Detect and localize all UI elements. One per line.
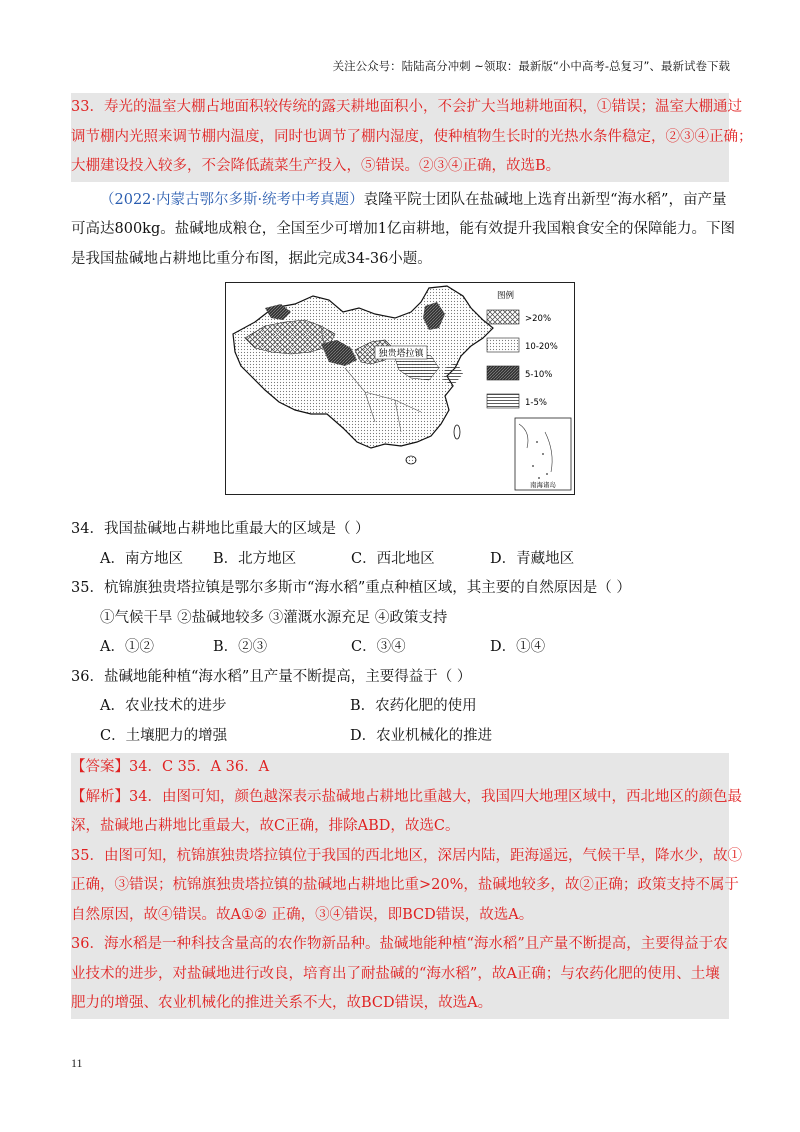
q35-option-d: D．①④ xyxy=(490,639,546,655)
q35-options xyxy=(71,633,729,663)
q36-options-row-1 xyxy=(71,692,729,722)
q36-option-a: A．农业技术的进步 xyxy=(100,698,227,714)
q34-stem: 34．我国盐碱地占耕地比重最大的区域是（ ） xyxy=(71,521,370,537)
analysis-line-7: 业技术的进步，对盐碱地进行改良，培育出了耐盐碱的“海水稻”，故A正确；与农药化肥的使用、土壤 xyxy=(71,965,720,982)
q33-explanation xyxy=(71,93,753,182)
q35-option-c: C．③④ xyxy=(351,639,406,655)
q36-stem: 36．盐碱地能种植“海水稻”且产量不断提高，主要得益于（ ） xyxy=(71,668,472,685)
q34-option-c: C．西北地区 xyxy=(351,550,435,567)
legend-swatch-gt20 xyxy=(487,310,519,324)
q36-option-b: B．农药化肥的使用 xyxy=(350,698,477,714)
q33-line-1: 33．寿光的温室大棚占地面积较传统的露天耕地面积小，不会扩大当地耕地面积，①错误；温室大棚通过 xyxy=(71,99,742,115)
answer-text: 34．C 35．A 36．A xyxy=(129,759,270,775)
legend-label-gt20: >20% xyxy=(525,314,552,324)
q35-option-b: B．②③ xyxy=(213,639,268,655)
answer-analysis-block xyxy=(71,753,742,1019)
analysis-text-1: 34．由图可知，颜色越深表示盐碱地占耕地比重越大，我国四大地理区域中，西北地区的颜色最 xyxy=(129,788,742,805)
q34-option-b: B．北方地区 xyxy=(213,550,297,567)
answer-line xyxy=(71,753,729,783)
q36-option-c: C．土壤肥力的增强 xyxy=(100,727,228,744)
legend-label-5-10: 5-10% xyxy=(525,370,553,380)
page-header: 关注公众号：陆陆高分冲刺 ~领取：最新版“小中高考-总复习”、最新试卷下载 xyxy=(332,59,730,73)
intro-line-2: 可高达800kg。盐碱地成粮仓，全国至少可增加1亿亩耕地，能有效提升我国粮食安全的保障能力。下图 xyxy=(71,221,735,237)
legend-swatch-1-5 xyxy=(487,394,519,408)
legend-swatch-5-10 xyxy=(487,366,519,380)
q35-stem: 35．杭锦旗独贵塔拉镇是鄂尔多斯市“海水稻”重点种植区域，其主要的自然原因是（ ） xyxy=(71,580,631,596)
page-content xyxy=(71,93,753,1019)
q33-line-2: 调节棚内光照来调节棚内温度，同时也调节了棚内湿度，使种植物生长时的光热水条件稳定，②③④正确； xyxy=(71,128,753,145)
legend-title: 图例 xyxy=(497,291,515,301)
legend-label-1-5: 1-5% xyxy=(525,398,547,408)
page-number: 11 xyxy=(71,1056,83,1070)
intro-text: 袁隆平院士团队在盐碱地上选育出新型“海水稻”，亩产量 xyxy=(363,191,727,208)
q34-option-a: A．南方地区 xyxy=(100,550,183,567)
analysis-line-6: 36．海水稻是一种科技含量高的农作物新品种。盐碱地能种植“海水稻”且产量不断提高，主要得益于农 xyxy=(71,936,728,952)
q33-line-3: 大棚建设投入较多，不会降低蔬菜生产投入，⑤错误。②③④正确，故选B。 xyxy=(71,158,561,174)
analysis-line-3: 35．由图可知，杭锦旗独贵塔拉镇位于我国的西北地区，深居内陆，距海遥远，气候干旱，降水少，故① xyxy=(71,847,742,864)
analysis-line-1 xyxy=(71,783,742,813)
town-label: 独贵塔拉镇 xyxy=(378,349,424,359)
q36-options-row-2 xyxy=(71,722,729,752)
analysis-label: 【解析】 xyxy=(71,788,129,805)
analysis-line-2: 深，盐碱地占耕地比重最大，故C正确，排除ABD，故选C。 xyxy=(71,818,460,834)
legend-swatch-10-20 xyxy=(487,338,519,352)
q35-items: ①气候干旱 ②盐碱地较多 ③灌溉水源充足 ④政策支持 xyxy=(100,609,448,626)
analysis-line-8: 肥力的增强、农业机械化的推进关系不大，故BCD错误，故选A。 xyxy=(71,995,493,1011)
analysis-line-4: 正确，③错误；杭锦旗独贵塔拉镇的盐碱地占耕地比重>20%，盐碱地较多，故②正确；政策支持不属于 xyxy=(71,877,739,893)
inset-label: 南海诸岛 xyxy=(530,481,556,489)
intro-line-3: 是我国盐碱地占耕地比重分布图，据此完成34-36小题。 xyxy=(71,250,432,267)
legend-label-10-20: 10-20% xyxy=(525,342,558,352)
q34-options xyxy=(71,545,729,575)
source-citation: （2022·内蒙古鄂尔多斯·统考中考真题） xyxy=(100,191,364,208)
q35-option-a: A．①② xyxy=(100,639,154,655)
saline-land-map xyxy=(225,282,575,495)
intro-line-1 xyxy=(71,186,729,216)
answer-label: 【答案】 xyxy=(71,759,129,775)
analysis-line-5: 自然原因，故④错误。故A①② 正确，③④错误，即BCD错误，故选A。 xyxy=(71,906,534,923)
map-figure xyxy=(225,282,575,495)
q34-option-d: D．青藏地区 xyxy=(490,550,575,567)
q36-option-d: D．农业机械化的推进 xyxy=(350,727,493,744)
